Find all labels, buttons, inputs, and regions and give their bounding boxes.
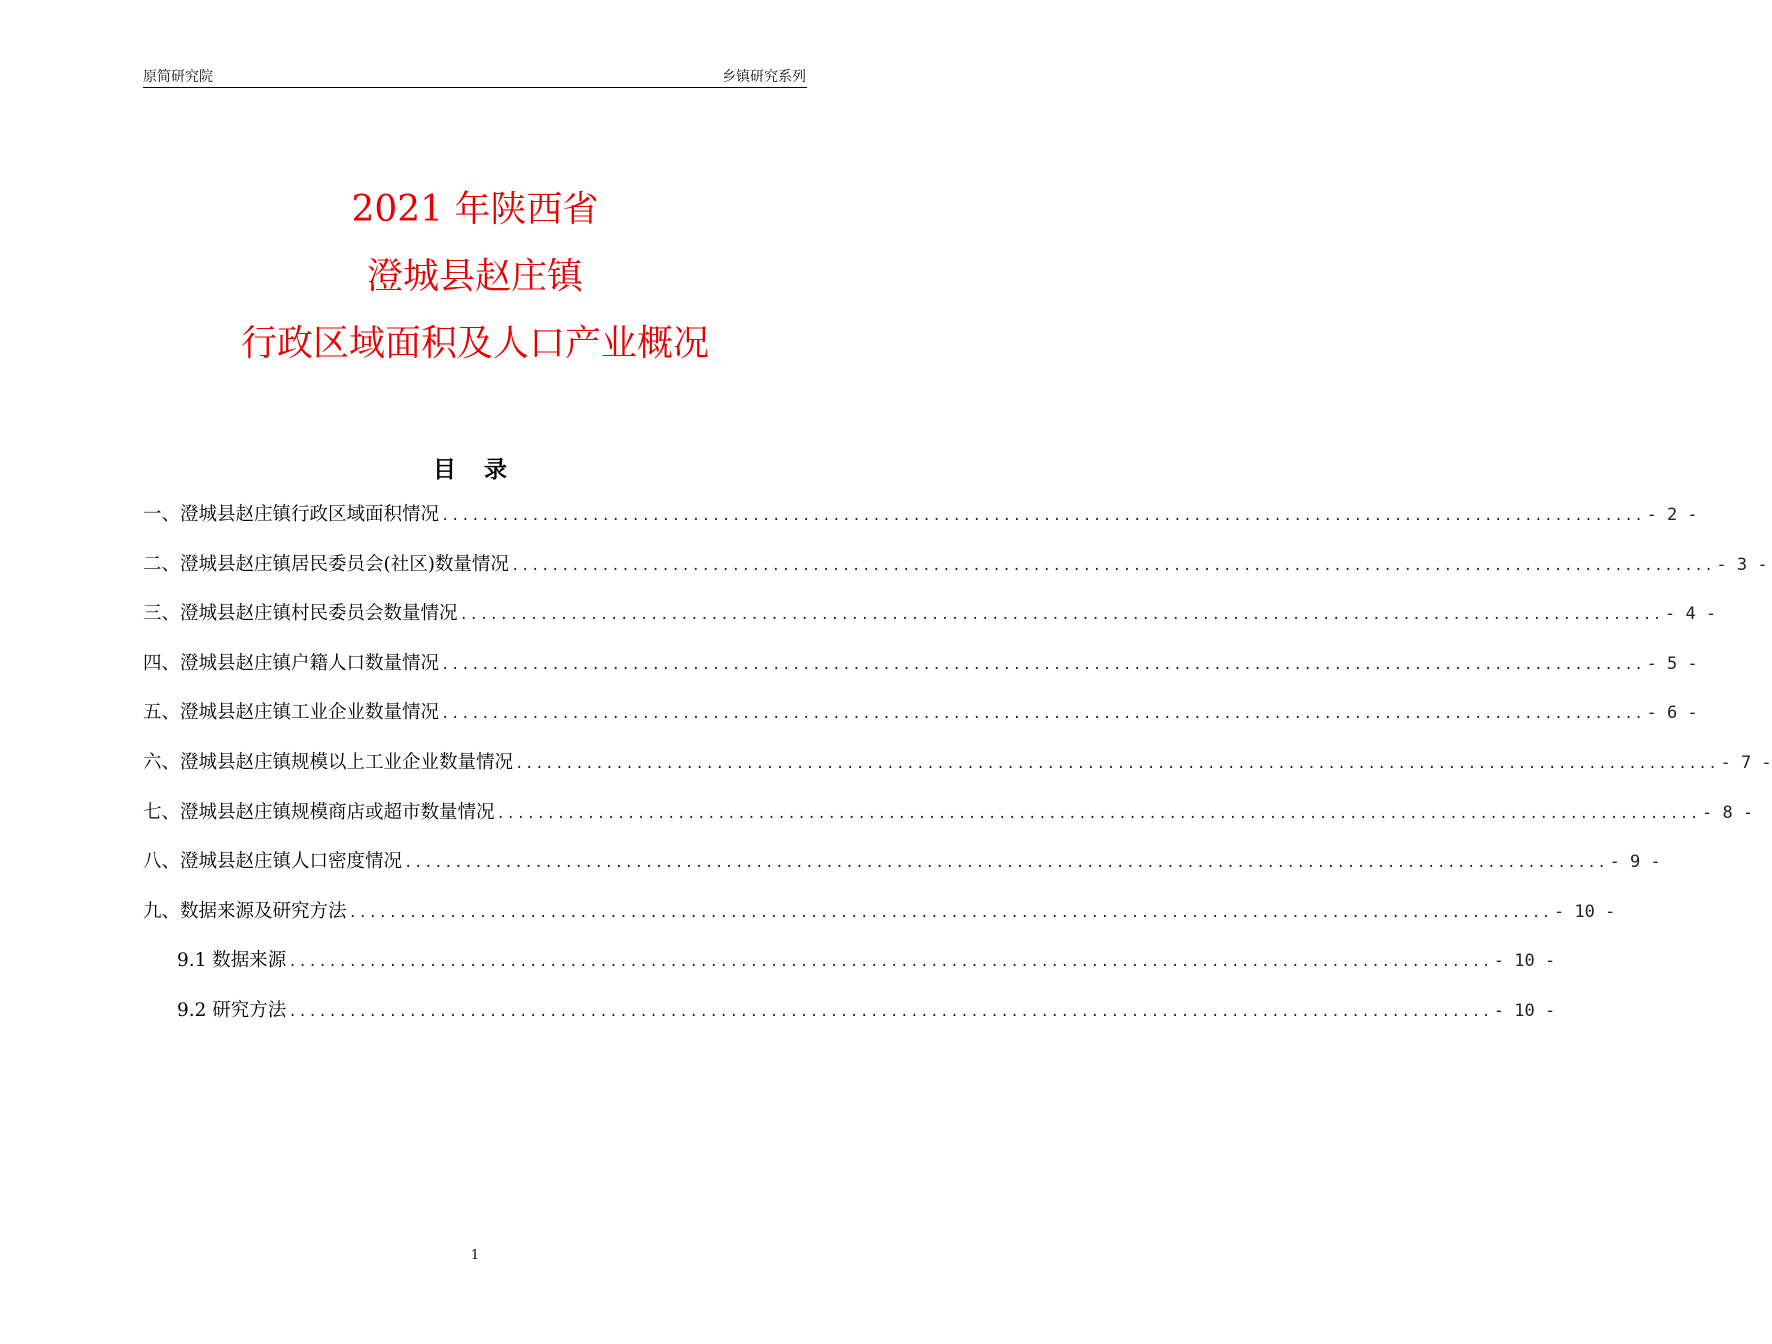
- toc-leader-dots: ........................................................................................................................: [288, 954, 1492, 971]
- document-title: [0, 176, 950, 377]
- toc-entry-label: 八、澄城县赵庄镇人口密度情况: [143, 851, 403, 873]
- toc-entry-page: - 3 -: [1716, 554, 1768, 575]
- toc-entry-label: 9.1 数据来源: [177, 950, 287, 972]
- toc-leader-dots: ........................................................................................................................: [441, 656, 1645, 673]
- toc-entry-label: 一、澄城县赵庄镇行政区域面积情况: [143, 504, 440, 525]
- toc-entry-label: 七、澄城县赵庄镇规模商店或超市数量情况: [143, 801, 495, 823]
- toc-entry[interactable]: [143, 698, 1698, 748]
- table-of-contents: [143, 500, 1772, 1046]
- toc-heading: 目 录: [432, 457, 517, 483]
- toc-entry-label: 二、澄城县赵庄镇居民委员会(社区)数量情况: [143, 553, 509, 575]
- toc-entry[interactable]: [143, 649, 1698, 699]
- toc-entry-page: - 9 -: [1609, 852, 1661, 873]
- toc-entry[interactable]: [143, 847, 1661, 897]
- toc-leader-dots: ........................................................................................................................: [348, 904, 1552, 921]
- page-number: 1: [470, 1248, 480, 1263]
- toc-leader-dots: ........................................................................................................................: [404, 855, 1608, 872]
- toc-entry-label: 四、澄城县赵庄镇户籍人口数量情况: [143, 652, 440, 674]
- toc-entry-label: 三、澄城县赵庄镇村民委员会数量情况: [143, 603, 458, 625]
- toc-entry[interactable]: [143, 897, 1616, 947]
- header-left-text: 原简研究院: [143, 69, 213, 85]
- toc-leader-dots: ........................................................................................................................: [441, 706, 1645, 723]
- toc-entry-label: 五、澄城县赵庄镇工业企业数量情况: [143, 702, 440, 724]
- toc-subentry[interactable]: [143, 946, 1556, 996]
- toc-entry-label: 九、数据来源及研究方法: [143, 900, 347, 922]
- toc-leader-dots: ........................................................................................................................: [510, 557, 1715, 574]
- header-right-text: 乡镇研究系列: [722, 69, 806, 85]
- header-divider: [143, 87, 807, 88]
- toc-entry-page: - 10 -: [1493, 1000, 1556, 1021]
- toc-leader-dots: ........................................................................................................................: [288, 1003, 1492, 1020]
- toc-leader-dots: ........................................................................................................................: [515, 755, 1719, 772]
- toc-entry-page: - 10 -: [1553, 901, 1616, 922]
- toc-leader-dots: ........................................................................................................................: [496, 805, 1700, 822]
- toc-entry[interactable]: [143, 550, 1768, 600]
- toc-entry-page: - 5 -: [1646, 653, 1698, 674]
- toc-subentry[interactable]: [143, 996, 1556, 1046]
- toc-entry-page: - 7 -: [1720, 752, 1772, 773]
- toc-entry-page: - 8 -: [1701, 802, 1754, 823]
- toc-entry[interactable]: [143, 500, 1698, 550]
- toc-entry-label: 六、澄城县赵庄镇规模以上工业企业数量情况: [143, 751, 514, 773]
- toc-leader-dots: ........................................................................................................................: [441, 508, 1645, 524]
- toc-entry-label: 9.2 研究方法: [177, 999, 287, 1021]
- title-line-3: 行政区域面积及人口产业概况: [240, 323, 709, 364]
- toc-entry-page: - 2 -: [1646, 505, 1698, 525]
- toc-entry-page: - 6 -: [1646, 703, 1698, 724]
- toc-leader-dots: ........................................................................................................................: [459, 607, 1663, 624]
- toc-entry-page: - 10 -: [1493, 951, 1556, 972]
- title-line-2: 澄城县赵庄镇: [366, 256, 583, 297]
- toc-entry[interactable]: [143, 748, 1772, 798]
- toc-entry-page: - 4 -: [1664, 604, 1717, 625]
- title-line-1: 2021 年陕西省: [351, 189, 599, 230]
- toc-entry[interactable]: [143, 599, 1717, 649]
- toc-entry[interactable]: [143, 798, 1754, 848]
